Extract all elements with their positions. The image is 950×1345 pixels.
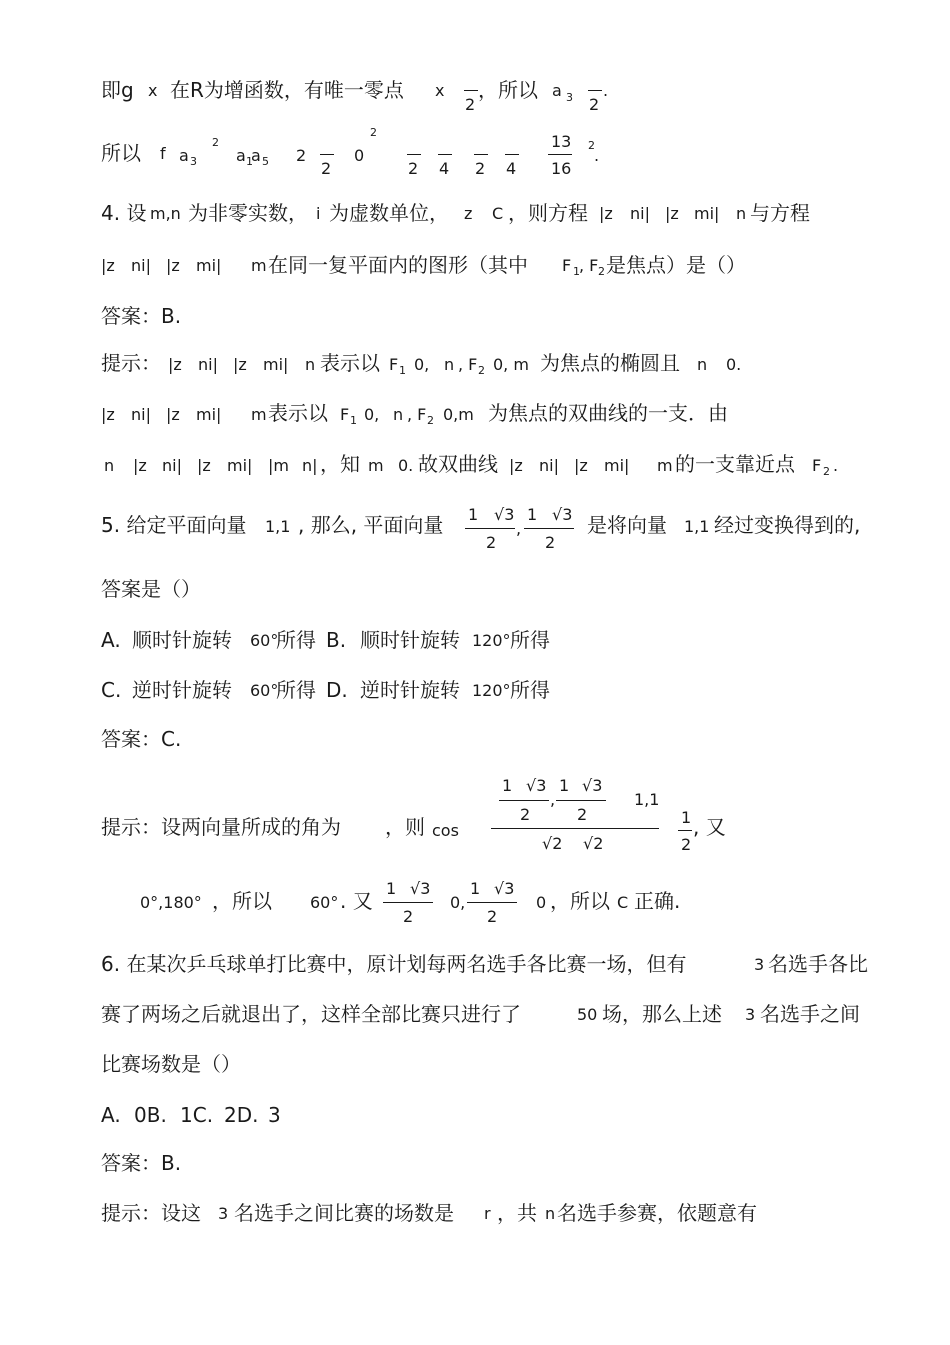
math-expr: 60°	[310, 893, 339, 912]
text: . 又	[340, 889, 373, 913]
text: 为虚数单位，	[329, 201, 449, 225]
text: ，所以	[550, 889, 610, 913]
text: 为非零实数，	[188, 201, 308, 225]
math-expr: 120°	[472, 631, 511, 650]
math-expr: ni|	[630, 204, 650, 223]
fraction-bar	[438, 154, 452, 155]
number: 50	[577, 1005, 598, 1024]
vector: 1,1	[684, 517, 710, 536]
subscript: 2	[823, 465, 830, 478]
text: ，共	[497, 1201, 537, 1225]
period: .	[603, 81, 609, 100]
fraction-bar	[467, 902, 517, 903]
text: 即g	[101, 78, 134, 102]
number: 3	[754, 955, 765, 974]
math-expr: 0,	[450, 893, 466, 912]
math-expr: |z	[509, 456, 523, 475]
math-func: cos	[432, 821, 459, 840]
math-expr: mi|	[227, 456, 253, 475]
fraction-bar	[499, 800, 549, 801]
math-var: a	[251, 146, 261, 165]
answer-6: 答案：B.	[101, 1151, 182, 1175]
math-var: x	[148, 81, 158, 100]
fraction-bar	[320, 154, 334, 155]
math-var: F	[389, 355, 399, 374]
math-var: F	[562, 256, 572, 275]
subscript: 1	[350, 414, 357, 427]
text: ，所以	[478, 78, 538, 102]
math-var: F	[340, 405, 350, 424]
math-expr: ni|	[539, 456, 559, 475]
sqrt: √3	[526, 776, 547, 795]
fraction-bar	[678, 830, 692, 831]
math-expr: 0.	[398, 456, 414, 475]
fraction-numerator: 1	[527, 505, 538, 524]
math-expr: |z	[168, 355, 182, 374]
math-var: a	[236, 146, 246, 165]
math-expr: ni|	[131, 256, 151, 275]
number: 0	[536, 893, 547, 912]
text: 名选手之间	[760, 1002, 860, 1026]
math-expr: |z	[133, 456, 147, 475]
math-var: a	[179, 146, 189, 165]
text: 名选手之间比赛的场数是	[234, 1201, 454, 1225]
fraction-numerator: 13	[551, 132, 572, 151]
fraction-bar	[465, 528, 515, 529]
math-expr: 60°	[250, 631, 279, 650]
math-expr: |z	[197, 456, 211, 475]
math-expr: |z	[166, 256, 180, 275]
math-var: m	[657, 456, 673, 475]
math-expr: mi|	[196, 256, 222, 275]
math-expr: 0,	[414, 355, 430, 374]
math-var: n	[545, 1204, 556, 1223]
subscript: 2	[478, 364, 485, 377]
math-expr: |z	[599, 204, 613, 223]
hint-label: 提示：设两向量所成的角为	[101, 815, 341, 839]
math-expr: ni|	[131, 405, 151, 424]
math-expr: mi|	[196, 405, 222, 424]
text: 赛了两场之后就退出了，这样全部比赛只进行了	[101, 1002, 521, 1026]
text: 是将向量	[587, 513, 667, 537]
text: , 又	[693, 815, 726, 839]
answer-4: 答案：B.	[101, 304, 182, 328]
fraction-bar	[464, 90, 478, 91]
math-expr: mi|	[263, 355, 289, 374]
subscript: 5	[262, 155, 269, 168]
fraction-bar	[556, 800, 606, 801]
fraction-bar	[588, 90, 602, 91]
math-var: m	[368, 456, 384, 475]
comma: ,	[550, 790, 556, 809]
math-var: F	[812, 456, 822, 475]
math-var: C	[617, 893, 629, 912]
math-var: C	[492, 204, 504, 223]
math-var: m,n	[150, 204, 181, 223]
text: 表示以	[320, 351, 380, 375]
option-text: 3	[268, 1103, 281, 1127]
period: .	[833, 456, 839, 475]
fraction-denominator: 2	[589, 95, 600, 114]
fraction-denominator: 4	[439, 159, 450, 178]
text: 逆时针旋转	[360, 678, 460, 702]
option-c-label: C.	[101, 678, 122, 702]
fraction-denominator: 2	[465, 95, 476, 114]
fraction-denominator: 2	[487, 907, 498, 926]
fraction-numerator: 1	[681, 808, 692, 827]
fraction-numerator: 1	[468, 505, 479, 524]
math-var: n	[736, 204, 747, 223]
math-var: i	[316, 204, 321, 223]
option-b-label: B.	[326, 628, 347, 652]
math-var: , F	[458, 355, 478, 374]
fraction-bar	[383, 902, 433, 903]
option-text: 0B.	[134, 1103, 167, 1127]
text: 所以	[101, 141, 141, 165]
text: 顺时针旋转	[360, 628, 460, 652]
superscript: 2	[588, 139, 595, 152]
math-expr: |z	[166, 405, 180, 424]
math-expr: ni|	[162, 456, 182, 475]
fraction-bar	[474, 154, 488, 155]
math-expr: |z	[574, 456, 588, 475]
fraction-denominator: 2	[545, 533, 556, 552]
text: 的一支靠近点	[675, 452, 795, 476]
text: 故双曲线	[418, 452, 498, 476]
number: 3	[745, 1005, 756, 1024]
fraction-denominator: 2	[577, 805, 588, 824]
sqrt: √3	[410, 879, 431, 898]
math-expr: 0°,180°	[140, 893, 202, 912]
subscript: 3	[190, 155, 197, 168]
fraction-numerator: 1	[502, 776, 513, 795]
text: 所得	[510, 628, 550, 652]
math-expr: |z	[101, 256, 115, 275]
fraction-denominator: 2	[408, 159, 419, 178]
hint-label: 提示：设这	[101, 1201, 201, 1225]
superscript: 2	[212, 136, 219, 149]
number: 0	[354, 146, 365, 165]
text: 在同一复平面内的图形（其中	[268, 253, 528, 277]
math-var: n	[104, 456, 115, 475]
math-var: z	[464, 204, 473, 223]
math-expr: |z	[101, 405, 115, 424]
period: .	[594, 146, 600, 165]
text: 所得	[276, 678, 316, 702]
answer-5: 答案：C.	[101, 727, 182, 751]
fraction-denominator: 2	[681, 835, 692, 854]
math-var: x	[435, 81, 445, 100]
fraction-numerator: 1	[470, 879, 481, 898]
text: 5. 给定平面向量	[101, 513, 247, 537]
math-var: n	[444, 355, 455, 374]
text: 6. 在某次乒乓球单打比赛中，原计划每两名选手各比赛一场，但有	[101, 952, 687, 976]
math-expr: 120°	[472, 681, 511, 700]
text: 顺时针旋转	[132, 628, 232, 652]
math-var: n	[697, 355, 708, 374]
fraction-numerator: 1	[559, 776, 570, 795]
hint-label: 提示：	[101, 351, 161, 375]
option-a-label: A.	[101, 1103, 121, 1127]
text: 所得	[510, 678, 550, 702]
subscript: 2	[427, 414, 434, 427]
text: 与方程	[750, 201, 810, 225]
fraction-denominator: 2	[520, 805, 531, 824]
math-var: n	[305, 355, 316, 374]
fraction-bar	[524, 528, 574, 529]
option-a-label: A.	[101, 628, 121, 652]
subscript: 2	[598, 265, 605, 278]
fraction-numerator: 1	[386, 879, 397, 898]
superscript: 2	[370, 126, 377, 139]
question-5-prompt: 答案是（）	[101, 577, 201, 601]
text: 表示以	[268, 401, 328, 425]
subscript: 1	[573, 265, 580, 278]
math-var: r	[484, 1204, 491, 1223]
fraction-bar	[407, 154, 421, 155]
math-var: n	[393, 405, 404, 424]
text: 为焦点的双曲线的一支．由	[488, 401, 728, 425]
subscript: 1	[399, 364, 406, 377]
subscript: 3	[566, 91, 573, 104]
math-var: , F	[579, 256, 599, 275]
math-expr: 0,	[364, 405, 380, 424]
text: ，知	[320, 452, 360, 476]
vector: 1,1	[265, 517, 291, 536]
text: 4. 设	[101, 201, 147, 225]
fraction-denominator: 2	[321, 159, 332, 178]
math-expr: |m	[268, 456, 289, 475]
text: ，则	[385, 815, 425, 839]
number: 2	[296, 146, 307, 165]
fraction-denominator: 4	[506, 159, 517, 178]
sqrt: √3	[582, 776, 603, 795]
option-text: 1C.	[180, 1103, 214, 1127]
math-var: , F	[407, 405, 427, 424]
math-var: f	[160, 144, 166, 163]
fraction-denominator: 16	[551, 159, 572, 178]
option-d-label: D.	[326, 678, 348, 702]
math-expr: ni|	[198, 355, 218, 374]
math-expr: n|	[302, 456, 318, 475]
math-expr: 60°	[250, 681, 279, 700]
option-text: 2D.	[224, 1103, 259, 1127]
sqrt: √3	[494, 879, 515, 898]
text: 经过变换得到的,	[714, 513, 861, 537]
math-var: a	[552, 81, 562, 100]
fraction-bar	[548, 154, 572, 155]
text: 逆时针旋转	[132, 678, 232, 702]
math-expr: 0,m	[443, 405, 474, 424]
text: 所得	[276, 628, 316, 652]
text: , 那么, 平面向量	[298, 513, 444, 537]
text: ，则方程	[508, 201, 588, 225]
sqrt: √2	[542, 834, 563, 853]
math-expr: |z	[233, 355, 247, 374]
math-expr: mi|	[604, 456, 630, 475]
text: 是焦点）是（）	[606, 253, 746, 277]
sqrt: √3	[552, 505, 573, 524]
text: 为焦点的椭圆且	[540, 351, 680, 375]
math-var: m	[251, 405, 267, 424]
text: 场，那么上述	[602, 1002, 722, 1026]
sqrt: √3	[494, 505, 515, 524]
text: 在R为增函数，有唯一零点	[170, 78, 404, 102]
text: 正确.	[634, 889, 681, 913]
comma: ,	[516, 519, 522, 538]
math-expr: 0, m	[493, 355, 529, 374]
math-expr: 0.	[726, 355, 742, 374]
number: 3	[218, 1204, 229, 1223]
sqrt: √2	[583, 834, 604, 853]
fraction-denominator: 2	[403, 907, 414, 926]
math-var: m	[251, 256, 267, 275]
text: 名选手参赛，依题意有	[557, 1201, 757, 1225]
fraction-bar	[491, 828, 659, 829]
subscript: 1	[246, 155, 253, 168]
math-expr: mi|	[694, 204, 720, 223]
text: ，所以	[212, 889, 272, 913]
math-expr: |z	[665, 204, 679, 223]
question-6-prompt: 比赛场数是（）	[101, 1052, 241, 1076]
fraction-denominator: 2	[475, 159, 486, 178]
fraction-denominator: 2	[486, 533, 497, 552]
fraction-bar	[505, 154, 519, 155]
text: 名选手各比	[768, 952, 868, 976]
vector: 1,1	[634, 790, 660, 809]
